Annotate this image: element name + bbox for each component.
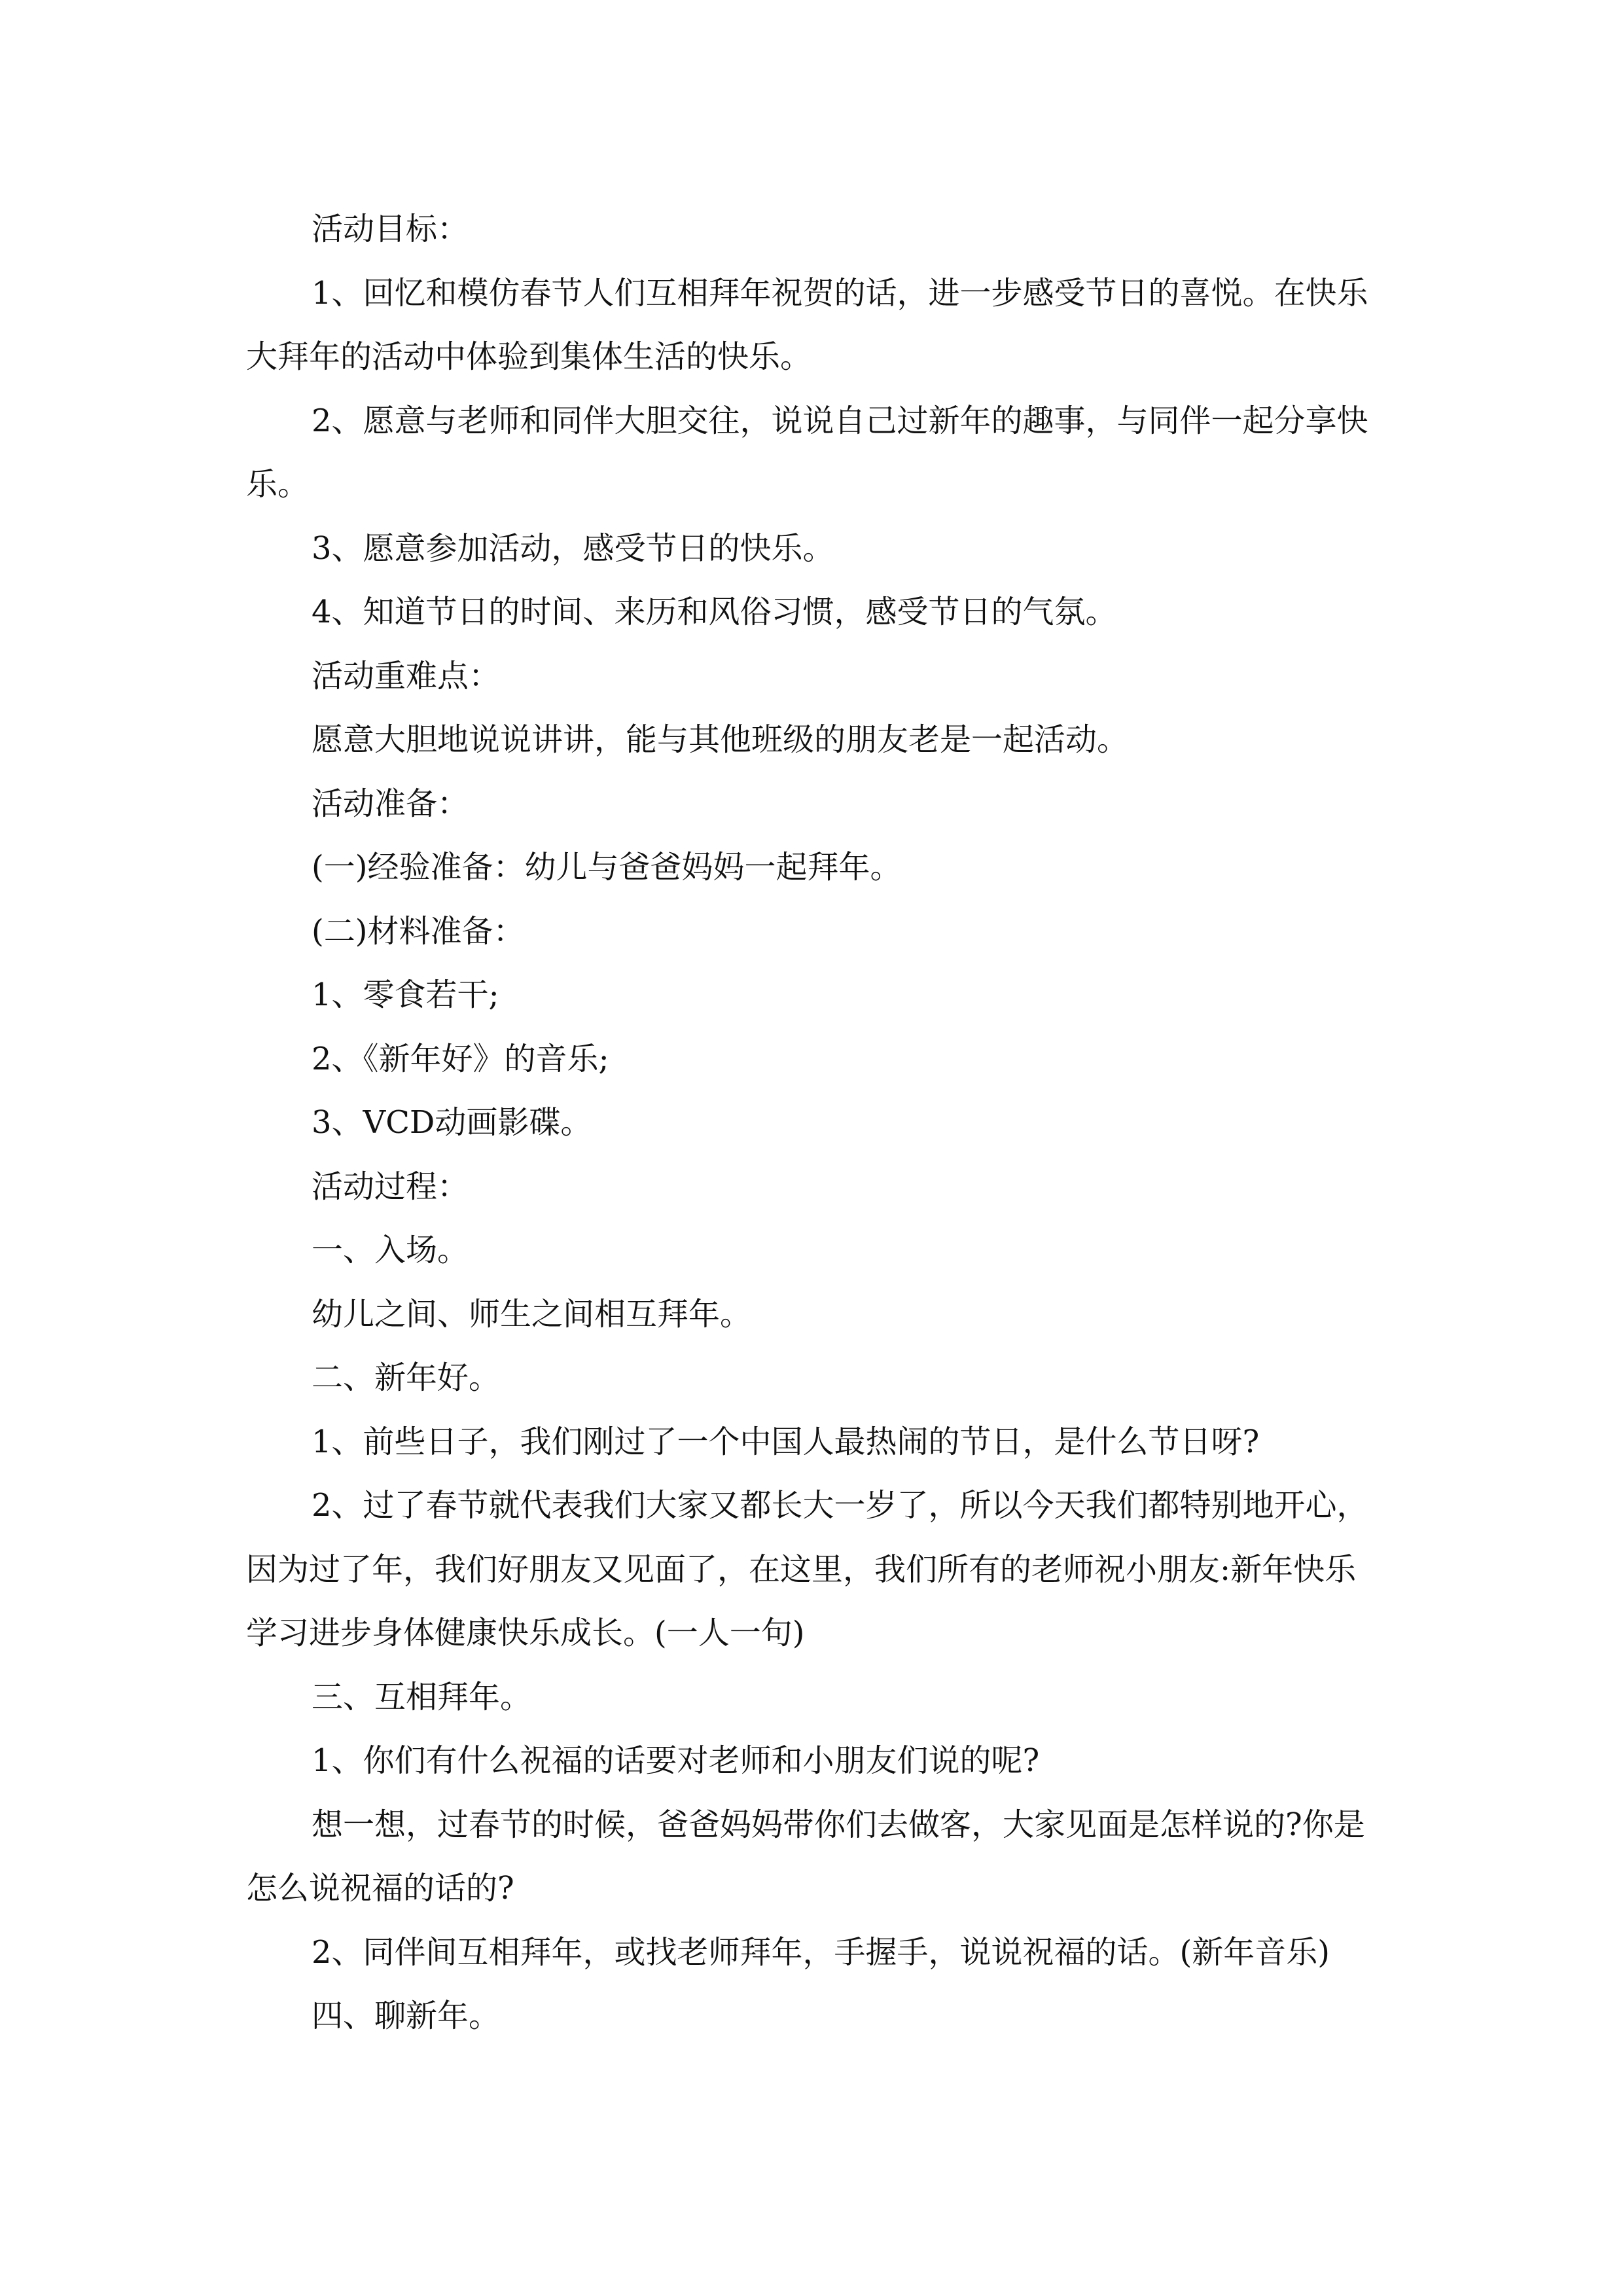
section-heading-key-points: 活动重难点： <box>312 657 501 694</box>
material-item-2: 2、《新年好》的音乐; <box>312 1040 609 1077</box>
section-heading-goals: 活动目标： <box>312 211 469 247</box>
goal-item-2: 2、愿意与老师和同伴大胆交往，说说自己过新年的趣事，与同伴一起分享快乐。 <box>246 402 1368 503</box>
goal-item-1: 1、回忆和模仿春节人们互相拜年祝贺的话，进一步感受节日的喜悦。在快乐大拜年的活动中体验到集体生活的快乐。 <box>246 274 1368 375</box>
process-step-1-text: 幼儿之间、师生之间相互拜年。 <box>312 1295 752 1333</box>
process-step-3-prompt: 想一想，过春节的时候，爸爸妈妈带你们去做客，大家见面是怎样说的?你是怎么说祝福的话的? <box>246 1806 1365 1907</box>
process-step-3-title: 三、互相拜年。 <box>312 1678 532 1715</box>
material-item-1: 1、零食若干; <box>312 977 499 1013</box>
preparation-materials: (二)材料准备： <box>312 912 525 950</box>
section-heading-preparation: 活动准备： <box>312 785 469 822</box>
process-step-4-title: 四、聊新年。 <box>312 1998 501 2034</box>
process-step-3-item-2: 2、同伴间互相拜年，或找老师拜年，手握手，说说祝福的话。(新年音乐) <box>312 1933 1330 1971</box>
process-step-2-title: 二、新年好。 <box>312 1359 501 1396</box>
goal-item-3: 3、愿意参加活动，感受节日的快乐。 <box>312 529 834 567</box>
preparation-experience: (一)经验准备：幼儿与爸爸妈妈一起拜年。 <box>312 849 902 886</box>
section-heading-process: 活动过程： <box>312 1168 469 1205</box>
process-step-2-item-1: 1、前些日子，我们刚过了一个中国人最热闹的节日，是什么节日呀? <box>312 1423 1260 1460</box>
process-step-1-title: 一、入场。 <box>312 1232 469 1268</box>
document-body <box>246 198 1380 2049</box>
key-points-text: 愿意大胆地说说讲讲，能与其他班级的朋友老是一起活动。 <box>312 721 1129 758</box>
material-item-3: 3、VCD动画影碟。 <box>312 1104 592 1141</box>
process-step-2-item-2: 2、过了春节就代表我们大家又都长大一岁了，所以今天我们都特别地开心，因为过了年，我们好朋友又见面了，在这里，我们所有的老师祝小朋友:新年快乐学习进步身体健康快乐成长。(一人一句) <box>246 1487 1368 1651</box>
process-step-3-item-1: 1、你们有什么祝福的话要对老师和小朋友们说的呢? <box>312 1742 1040 1779</box>
goal-item-4: 4、知道节日的时间、来历和风俗习惯，感受节日的气氛。 <box>312 594 1117 630</box>
